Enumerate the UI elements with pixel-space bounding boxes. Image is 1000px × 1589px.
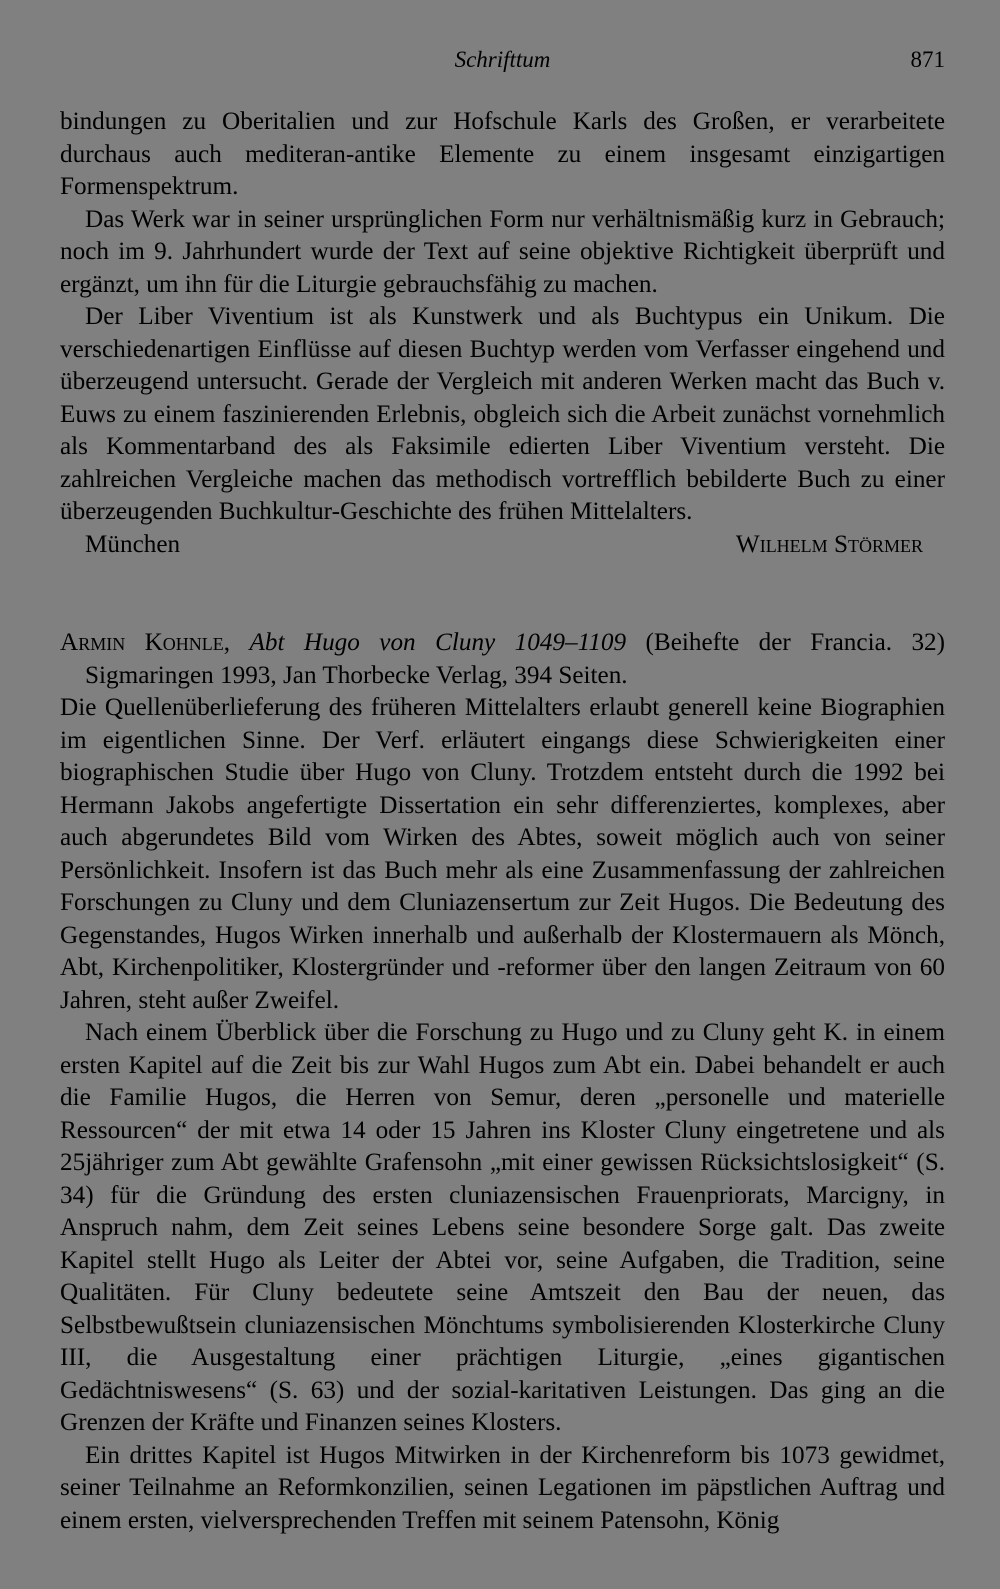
review1-paragraph-3: Der Liber Viventium ist als Kunstwerk und als Buchtypus ein Unikum. Die verschiedenartigen Einflüsse auf diesen Buchtyp werden vom Verfasser eingehend und überzeugend untersucht. Gerade der Vergleich mit anderen Werken macht das Buch v. Euws zu einem faszinierenden Erlebnis, obgleich sich die Arbeit zunächst vornehmlich als Kommentarband des als Faksimile edierten Liber Viventium versteht. Die zahlreichen Vergleiche machen das methodisch vortrefflich bebilderte Buch zu einer überzeugenden Buchkultur-Geschichte des frühen Mittelalters. xyxy=(60,303,945,525)
running-head xyxy=(60,42,945,78)
body-text xyxy=(60,106,945,1537)
review2-paragraph-1: Die Quellenüberlieferung des früheren Mittelalters erlaubt generell keine Biographien im eigentlichen Sinne. Der Verf. erläutert eingangs diese Schwierigkeiten einer biographischen Studie über Hugo von Cluny. Trotzdem entsteht durch die 1992 bei Hermann Jakobs angefertigte Dissertation ein sehr differenziertes, komplexes, aber auch abgerundetes Bild vom Wirken des Abtes, soweit möglich auch von seiner Persönlichkeit. Insofern ist das Buch mehr als eine Zusammenfassung der zahlreichen Forschungen zu Cluny und dem Cluniazensertum zur Zeit Hugos. Die Bedeutung des Gegenstandes, Hugos Wirken innerhalb und außerhalb der Klostermauern als Mönch, Abt, Kirchenpolitiker, Klostergründer und -reformer über den langen Zeitraum von 60 Jahren, steht außer Zweifel. xyxy=(60,694,945,1014)
review2-paragraph-3: Ein drittes Kapitel ist Hugos Mitwirken in der Kirchenreform bis 1073 gewidmet, seiner Teilnahme an Reformkonzilien, seinen Legationen im päpstlichen Auftrag und einem ersten, vielversprechenden Treffen mit seinem Patensohn, König xyxy=(60,1441,945,1534)
review1-paragraph-1: bindungen zu Oberitalien und zur Hofschule Karls des Großen, er verarbeitete durchaus auch mediteran-antike Elemente zu einem insgesamt einzigartigen Formenspektrum. xyxy=(60,108,945,200)
running-title: Schrifttum xyxy=(454,47,551,72)
section-gap xyxy=(60,561,945,627)
review2-citation xyxy=(60,627,945,692)
book-publication-info: (Beihefte der Francia. 32) Sigmaringen 1993, Jan Thorbecke Verlag, 394 Seiten. xyxy=(85,629,946,689)
review1-paragraph-2: Das Werk war in seiner ursprünglichen Form nur verhältnismäßig kurz in Gebrauch; noch im 9. Jahrhundert wurde der Text auf seine objektive Richtigkeit überprüft und ergänzt, um ihn für die Liturgie gebrauchsfähig zu machen. xyxy=(60,205,945,298)
book-title: Abt Hugo von Cluny 1049–1109 xyxy=(249,629,627,656)
review2-paragraph-2: Nach einem Überblick über die Forschung zu Hugo und zu Cluny geht K. in einem ersten Kapitel auf die Zeit bis zur Wahl Hugos zum Abt ein. Dabei behandelt er auch die Familie Hugos, die Herren von Semur, deren „personelle und materielle Ressourcen“ der mit etwa 14 oder 15 Jahren ins Kloster Cluny eingetretene und als 25jähriger zum Abt gewählte Grafensohn „mit einer gewissen Rücksichtslosigkeit“ (S. 34) für die Gründung des ersten cluniazensischen Frauenpriorats, Marcigny, in Anspruch nahm, dem Zeit seines Lebens seine besondere Sorge galt. Das zweite Kapitel stellt Hugo als Leiter der Abtei vor, seine Aufgaben, die Tradition, seine Qualitäten. Für Cluny bedeutete seine Amtszeit den Bau der neuen, das Selbstbewußtsein cluniazensischen Mönchtums symbolisierenden Klosterkirche Cluny III, die Ausgestaltung einer prächtigen Liturgie, „eines gigantischen Gedächtniswesens“ (S. 63) und der sozial-karitativen Leistungen. Das ging an die Grenzen der Kräfte und Finanzen seines Klosters. xyxy=(60,1019,945,1436)
review-place: München xyxy=(85,530,181,558)
review1-signature xyxy=(60,529,945,562)
book-author: Armin Kohnle, xyxy=(60,629,231,656)
reviewer-name: Wilhelm Störmer xyxy=(735,530,923,558)
page-number: 871 xyxy=(910,47,945,72)
